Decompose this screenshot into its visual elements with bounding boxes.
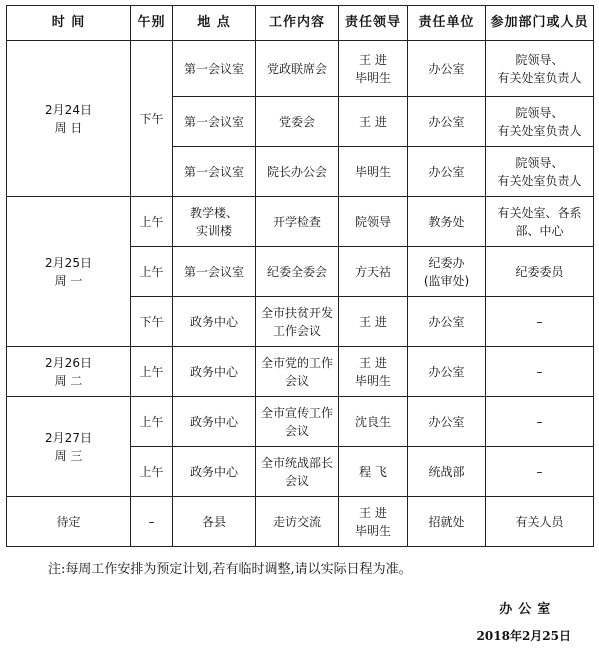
leader-cell — [339, 97, 408, 147]
unit-cell — [408, 197, 486, 247]
attendees-cell — [486, 497, 594, 547]
period-cell: 上午 — [131, 247, 173, 297]
date-cell — [7, 41, 131, 197]
cell-line: (监审处) — [423, 273, 470, 288]
leader-cell — [339, 497, 408, 547]
cell-line: 周 二 — [54, 373, 83, 388]
period-cell: 上午 — [131, 347, 173, 397]
cell-line: 有关人员 — [515, 514, 564, 529]
leader-cell — [339, 397, 408, 447]
cell-line: 政务中心 — [189, 314, 238, 329]
cell-line: 工作会议 — [272, 323, 321, 338]
cell-line: 沈良生 — [354, 414, 391, 429]
cell-line: 纪委全委会 — [266, 264, 327, 279]
header-place: 地 点 — [173, 6, 256, 41]
signoff-block — [477, 598, 571, 644]
cell-line: – — [536, 364, 543, 379]
cell-line: 党政联席会 — [266, 61, 327, 76]
signoff-org: 办公室 — [499, 602, 557, 617]
content-cell — [256, 197, 339, 247]
period-cell: 下午 — [131, 41, 173, 197]
cell-line: 有关处室负责人 — [497, 173, 582, 188]
content-cell — [256, 147, 339, 197]
content-cell — [256, 247, 339, 297]
cell-line: 办公室 — [428, 114, 465, 129]
attendees-cell — [486, 41, 594, 97]
header-leader: 责任领导 — [339, 6, 408, 41]
leader-cell — [339, 41, 408, 97]
cell-line: 有关处室负责人 — [497, 70, 582, 85]
period-cell: 上午 — [131, 197, 173, 247]
cell-line: 会议 — [284, 423, 309, 438]
place-cell — [173, 247, 256, 297]
unit-cell — [408, 297, 486, 347]
header-time: 时 间 — [7, 6, 131, 41]
place-cell — [173, 197, 256, 247]
content-cell — [256, 397, 339, 447]
cell-line: 2月26日 — [45, 355, 92, 370]
table-row — [7, 197, 594, 247]
schedule-note: 注:每周工作安排为预定计划,若有临时调整,请以实际日程为准。 — [48, 562, 412, 577]
leader-cell — [339, 447, 408, 497]
unit-cell — [408, 147, 486, 197]
content-cell — [256, 297, 339, 347]
attendees-cell — [486, 247, 594, 297]
cell-line: 第一会议室 — [183, 114, 244, 129]
place-cell — [173, 447, 256, 497]
cell-line: 周 日 — [54, 120, 83, 135]
cell-line: – — [536, 414, 543, 429]
cell-line: 2月25日 — [45, 255, 92, 270]
leader-cell — [339, 297, 408, 347]
period-cell: – — [131, 497, 173, 547]
cell-line: 全市扶贫开发 — [260, 305, 333, 320]
cell-line: – — [536, 464, 543, 479]
leader-cell — [339, 147, 408, 197]
attendees-cell — [486, 147, 594, 197]
cell-line: 办公室 — [428, 414, 465, 429]
cell-line: 第一会议室 — [183, 164, 244, 179]
period-cell: 下午 — [131, 297, 173, 347]
cell-line: 部、中心 — [515, 223, 564, 238]
cell-line: 院领导 — [354, 214, 391, 229]
cell-line: 院领导、 — [515, 52, 564, 67]
cell-line: 院长办公会 — [266, 164, 327, 179]
date-cell — [7, 197, 131, 347]
cell-line: 王 进 — [359, 114, 387, 129]
table-row — [7, 41, 594, 97]
cell-line: 政务中心 — [189, 364, 238, 379]
attendees-cell — [486, 197, 594, 247]
content-cell — [256, 497, 339, 547]
header-unit: 责任单位 — [408, 6, 486, 41]
attendees-cell — [486, 297, 594, 347]
cell-line: 王 进 — [359, 505, 387, 520]
cell-line: 全市党的工作 — [260, 355, 333, 370]
date-cell — [7, 397, 131, 497]
cell-line: 招就处 — [428, 514, 465, 529]
place-cell — [173, 97, 256, 147]
attendees-cell — [486, 347, 594, 397]
cell-line: 党委会 — [278, 114, 315, 129]
cell-line: 教务处 — [428, 214, 465, 229]
attendees-cell — [486, 97, 594, 147]
cell-line: 有关处室负责人 — [497, 123, 582, 138]
cell-line: 周 三 — [54, 448, 83, 463]
cell-line: 王 进 — [359, 355, 387, 370]
cell-line: 办公室 — [428, 61, 465, 76]
cell-line: 院领导、 — [515, 105, 564, 120]
cell-line: 会议 — [284, 373, 309, 388]
cell-line: 统战部 — [428, 464, 465, 479]
place-cell — [173, 347, 256, 397]
cell-line: 毕明生 — [354, 164, 391, 179]
place-cell — [173, 497, 256, 547]
cell-line: 毕明生 — [354, 373, 391, 388]
cell-line: 第一会议室 — [183, 61, 244, 76]
cell-line: 有关处室、各系 — [497, 205, 582, 220]
cell-line: 2月24日 — [45, 102, 92, 117]
unit-cell — [408, 97, 486, 147]
header-period: 午别 — [131, 6, 173, 41]
unit-cell — [408, 347, 486, 397]
cell-line: 各县 — [201, 514, 226, 529]
cell-line: 纪委办 — [428, 255, 465, 270]
date-cell — [7, 497, 131, 547]
unit-cell — [408, 247, 486, 297]
cell-line: 教学楼、 — [189, 205, 238, 220]
content-cell — [256, 447, 339, 497]
cell-line: 方天祜 — [354, 264, 391, 279]
content-cell — [256, 347, 339, 397]
content-cell — [256, 41, 339, 97]
unit-cell — [408, 41, 486, 97]
cell-line: 办公室 — [428, 314, 465, 329]
cell-line: 2月27日 — [45, 430, 92, 445]
table-row — [7, 497, 594, 547]
leader-cell — [339, 197, 408, 247]
cell-line: 会议 — [284, 473, 309, 488]
unit-cell — [408, 497, 486, 547]
period-cell: 上午 — [131, 447, 173, 497]
cell-line: 周 一 — [54, 273, 83, 288]
signoff-date: 2018年2月25日 — [476, 629, 571, 643]
date-cell — [7, 347, 131, 397]
cell-line: 待定 — [56, 514, 81, 529]
cell-line: 全市统战部长 — [260, 455, 333, 470]
place-cell — [173, 147, 256, 197]
cell-line: 政务中心 — [189, 464, 238, 479]
cell-line: 实训楼 — [195, 223, 232, 238]
cell-line: 王 进 — [359, 52, 387, 67]
cell-line: 院领导、 — [515, 155, 564, 170]
table-row — [7, 397, 594, 447]
cell-line: 全市宣传工作 — [260, 405, 333, 420]
cell-line: 办公室 — [428, 164, 465, 179]
cell-line: 办公室 — [428, 364, 465, 379]
cell-line: 政务中心 — [189, 414, 238, 429]
cell-line: 开学检查 — [272, 214, 321, 229]
cell-line: 第一会议室 — [183, 264, 244, 279]
cell-line: 走访交流 — [272, 514, 321, 529]
leader-cell — [339, 347, 408, 397]
leader-cell — [339, 247, 408, 297]
header-content: 工作内容 — [256, 6, 339, 41]
cell-line: 王 进 — [359, 314, 387, 329]
period-cell: 上午 — [131, 397, 173, 447]
schedule-body — [7, 41, 594, 547]
cell-line: 程 飞 — [359, 464, 387, 479]
attendees-cell — [486, 397, 594, 447]
attendees-cell — [486, 447, 594, 497]
unit-cell — [408, 397, 486, 447]
place-cell — [173, 297, 256, 347]
header-row — [7, 6, 594, 41]
cell-line: 毕明生 — [354, 70, 391, 85]
cell-line: 毕明生 — [354, 523, 391, 538]
content-cell — [256, 97, 339, 147]
header-attendees: 参加部门或人员 — [486, 6, 594, 41]
unit-cell — [408, 447, 486, 497]
table-row — [7, 347, 594, 397]
place-cell — [173, 41, 256, 97]
weekly-schedule-table — [6, 5, 594, 547]
cell-line: – — [536, 314, 543, 329]
cell-line: 纪委委员 — [515, 264, 564, 279]
place-cell — [173, 397, 256, 447]
